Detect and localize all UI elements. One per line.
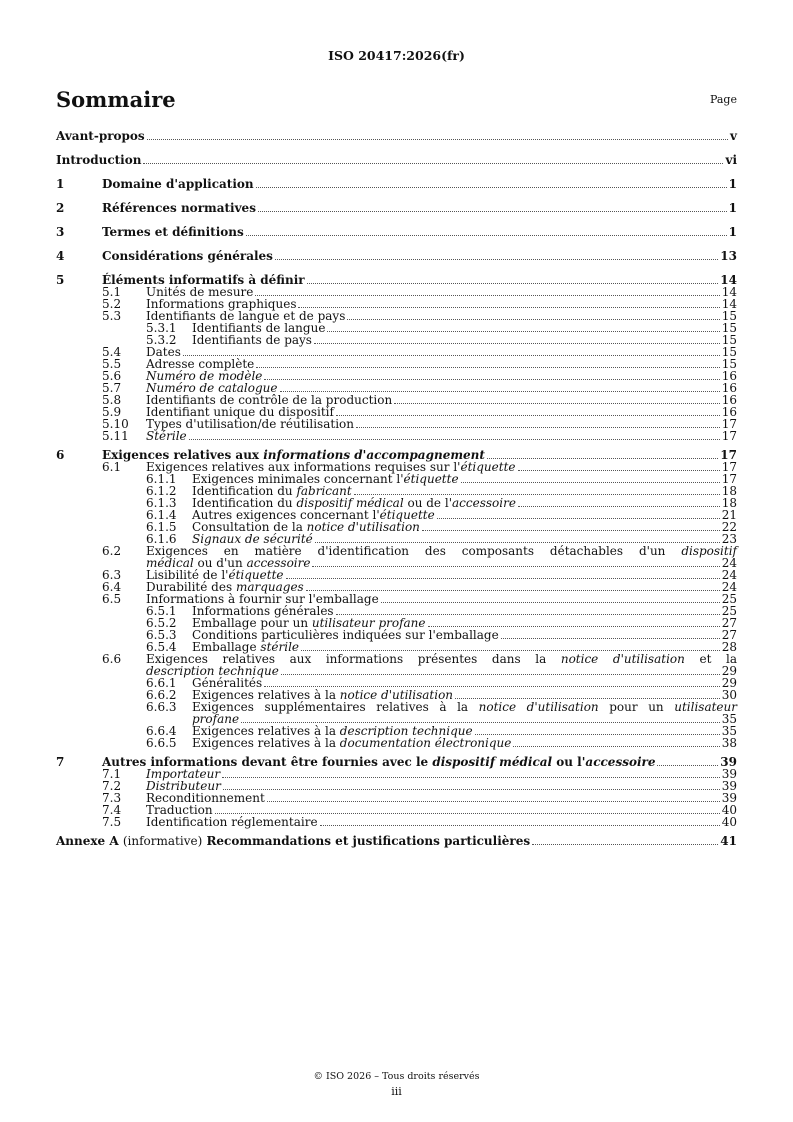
- toc-entry-title: Exigences relatives aux informations d'accompagnement: [102, 448, 485, 462]
- toc-entry-title: Autres informations devant être fournies avec le dispositif médical ou l'accessoire: [102, 755, 656, 769]
- toc-entry-number: 6.3: [102, 568, 122, 582]
- toc-entry-number: 5.1: [102, 285, 122, 299]
- toc-leader-dots: [461, 474, 720, 483]
- toc-entry-page: v: [730, 129, 737, 143]
- toc-entry-title: Généralités: [192, 676, 263, 690]
- page-column-label: Page: [709, 93, 737, 106]
- toc-leader-dots: [189, 431, 720, 440]
- toc-entry-number: 6.4: [102, 580, 122, 594]
- toc-entry-title: Unités de mesure: [146, 285, 254, 299]
- toc-entry-page: 14: [720, 273, 737, 287]
- toc-entry-page: 15: [721, 321, 737, 335]
- toc-entry-page: 39: [721, 779, 737, 793]
- toc-entry-page: 18: [721, 496, 737, 510]
- toc-entry-number: 7.5: [102, 815, 122, 829]
- toc-leader-dots: [422, 522, 720, 531]
- toc-leader-dots: [281, 666, 720, 675]
- toc-entry-title: Stérile: [146, 429, 187, 443]
- toc-leader-dots: [215, 805, 720, 814]
- toc-leader-dots: [327, 323, 719, 332]
- toc-entry-title: profane: [192, 712, 240, 726]
- toc-leader-dots: [183, 347, 720, 356]
- toc-leader-dots: [336, 407, 720, 416]
- toc-leader-dots: [255, 287, 719, 296]
- toc-leader-dots: [394, 395, 720, 404]
- toc-leader-dots: [256, 359, 719, 368]
- toc-entry-page: 1: [728, 201, 737, 215]
- toc-entry[interactable]: [56, 430, 737, 442]
- toc-leader-dots: [312, 558, 719, 567]
- toc-entry-number: 5.3.1: [146, 321, 177, 335]
- toc-entry-number: 7.1: [102, 767, 122, 781]
- toc-entry-page: 22: [721, 520, 737, 534]
- toc-leader-dots: [487, 450, 718, 459]
- toc-entry-title: Traduction: [146, 803, 213, 817]
- toc-entry-title: Reconditionnement: [146, 791, 265, 805]
- toc-entry-title: médical ou d'un accessoire: [146, 556, 311, 570]
- document-header: ISO 20417:2026(fr): [328, 48, 465, 63]
- toc-entry[interactable]: [56, 130, 737, 142]
- toc-entry-page: 17: [721, 460, 737, 474]
- toc-entry-title: Signaux de sécurité: [192, 532, 313, 546]
- toc-entry-page: 24: [721, 580, 737, 594]
- toc-entry-page: 35: [721, 724, 737, 738]
- toc-entry-number: 5: [56, 273, 65, 287]
- toc-leader-dots: [314, 335, 720, 344]
- toc-entry-title: Exigences minimales concernant l'étiquette: [192, 472, 459, 486]
- toc-entry[interactable]: [56, 154, 737, 166]
- toc-leader-dots: [356, 419, 720, 428]
- toc-entry-page: 28: [721, 640, 737, 654]
- toc-entry-page: 23: [721, 532, 737, 546]
- toc-entry-page: 41: [720, 834, 737, 848]
- toc-entry-page: 25: [721, 604, 737, 618]
- toc-entry-number: 6.6.4: [146, 724, 177, 738]
- toc-leader-dots: [298, 299, 719, 308]
- toc-entry[interactable]: [56, 545, 737, 569]
- toc-entry-page: 17: [720, 448, 737, 462]
- toc-entry-title: Informations à fournir sur l'emballage: [146, 592, 379, 606]
- toc-leader-dots: [222, 769, 720, 778]
- toc-leader-dots: [306, 582, 720, 591]
- toc-entry-page: 16: [721, 393, 737, 407]
- toc-entry-page: 15: [721, 309, 737, 323]
- toc-entry-number: 7.2: [102, 779, 122, 793]
- toc-leader-dots: [513, 738, 719, 747]
- toc-leader-dots: [241, 714, 720, 723]
- toc-entry-number: 6.6.2: [146, 688, 177, 702]
- toc-entry-title: Informations générales: [192, 604, 334, 618]
- toc-entry-number: 6.1.5: [146, 520, 177, 534]
- toc-entry-page: 18: [721, 484, 737, 498]
- toc-leader-dots: [258, 203, 727, 212]
- toc-entry-page: 16: [721, 405, 737, 419]
- toc-leader-dots: [455, 690, 720, 699]
- toc-leader-dots: [143, 155, 723, 164]
- toc-entry-number: 7.4: [102, 803, 122, 817]
- toc-leader-dots: [475, 726, 720, 735]
- toc-entry-title: Identifiant unique du dispositif: [146, 405, 334, 419]
- toc-leader-dots: [264, 678, 720, 687]
- toc-entry-page: 39: [720, 755, 737, 769]
- toc-entry-title: Exigences relatives à la description technique: [192, 724, 473, 738]
- toc-leader-dots: [347, 311, 719, 320]
- toc-entry-page: 17: [721, 429, 737, 443]
- toc-leader-dots: [428, 618, 720, 627]
- toc-leader-dots: [437, 510, 720, 519]
- toc-entry-title: Introduction: [56, 153, 142, 167]
- toc-entry-title: Exigences relatives aux informations requises sur l'étiquette: [146, 460, 516, 474]
- toc-entry-title: Emballage stérile: [192, 640, 300, 654]
- toc-entry-title: Annexe A (informative) Recommandations et justifications particulières: [56, 834, 531, 848]
- toc-entry-number: 1: [56, 177, 65, 191]
- toc-entry-page: 27: [721, 616, 737, 630]
- toc-entry-title: Identification du fabricant: [192, 484, 352, 498]
- toc-entry-title: Éléments informatifs à définir: [102, 273, 305, 287]
- toc-leader-dots: [280, 383, 720, 392]
- toc-entry-page: 39: [721, 791, 737, 805]
- toc-entry-number: 5.11: [102, 429, 129, 443]
- toc-entry-number: 6: [56, 448, 65, 462]
- toc-entry-page: 15: [721, 345, 737, 359]
- toc-entry-title: Exigences relatives aux informations présentes dans la notice d'utilisation et la: [146, 652, 737, 666]
- toc-leader-dots: [501, 630, 720, 639]
- toc-entry-number: 7.3: [102, 791, 122, 805]
- toc-entry-title: Dates: [146, 345, 181, 359]
- toc-leader-dots: [301, 642, 720, 651]
- toc-entry-number: 6.6.3: [146, 700, 177, 714]
- toc-entry-title: Termes et définitions: [102, 225, 244, 239]
- toc-leader-dots: [381, 594, 720, 603]
- toc-entry-number: 2: [56, 201, 65, 215]
- toc-entry-number: 7: [56, 755, 65, 769]
- toc-entry-number: 4: [56, 249, 65, 263]
- toc-entry-title: Avant-propos: [56, 129, 145, 143]
- toc-entry-page: 29: [721, 664, 737, 678]
- toc-entry-title: Emballage pour un utilisateur profane: [192, 616, 426, 630]
- toc-entry-number: 6.1: [102, 460, 122, 474]
- toc-entry-title: Numéro de catalogue: [146, 381, 278, 395]
- toc-entry-number: 6.5.3: [146, 628, 177, 642]
- toc-entry-page: 40: [721, 803, 737, 817]
- toc-leader-dots: [147, 131, 728, 140]
- toc-entry-page: 15: [721, 357, 737, 371]
- toc-leader-dots: [532, 836, 718, 845]
- toc-leader-dots: [354, 486, 720, 495]
- toc-entry-page: 30: [721, 688, 737, 702]
- toc-entry-number: 3: [56, 225, 65, 239]
- toc-entry[interactable]: [56, 226, 737, 238]
- toc-entry-page: 35: [721, 712, 737, 726]
- toc-leader-dots: [246, 227, 727, 236]
- toc-entry-title: Importateur: [146, 767, 221, 781]
- toc-entry-page: 1: [728, 177, 737, 191]
- toc-entry-title: Exigences relatives à la notice d'utilisation: [192, 688, 454, 702]
- toc-entry-number: 6.5: [102, 592, 122, 606]
- toc-entry-number: 6.5.2: [146, 616, 177, 630]
- page-number: iii: [391, 1085, 402, 1098]
- toc-entry-number: 6.1.2: [146, 484, 177, 498]
- toc-entry-title: Informations graphiques: [146, 297, 297, 311]
- toc-entry-page: 13: [720, 249, 737, 263]
- toc-entry-number: 6.1.3: [146, 496, 177, 510]
- toc-entry-title: Consultation de la notice d'utilisation: [192, 520, 420, 534]
- toc-entry-number: 6.6.1: [146, 676, 177, 690]
- toc-entry-page: 40: [721, 815, 737, 829]
- toc-entry-number: 5.7: [102, 381, 122, 395]
- toc-entry-number: 6.1.1: [146, 472, 177, 486]
- toc-leader-dots: [518, 462, 720, 471]
- toc-entry-page: 14: [721, 297, 737, 311]
- toc-entry-title: Considérations générales: [102, 249, 273, 263]
- toc-entry-title: Identifiants de langue: [192, 321, 326, 335]
- toc-leader-dots: [275, 251, 718, 260]
- toc-entry-page: 16: [721, 381, 737, 395]
- toc-entry-title: Numéro de modèle: [146, 369, 263, 383]
- toc-leader-dots: [223, 781, 720, 790]
- toc-entry-page: vi: [725, 153, 737, 167]
- copyright-footer: © ISO 2026 – Tous droits réservés: [313, 1071, 480, 1082]
- toc-entry-title: Références normatives: [102, 201, 256, 215]
- toc-entry-number: 6.5.1: [146, 604, 177, 618]
- toc-entry-title: Exigences supplémentaires relatives à la notice d'utilisation pour un utilisateur: [192, 700, 737, 714]
- toc-entry[interactable]: [56, 178, 737, 190]
- toc-entry-page: 17: [721, 472, 737, 486]
- toc-entry-number: 5.8: [102, 393, 122, 407]
- toc-entry-number: 5.5: [102, 357, 122, 371]
- toc-entry-number: 6.2: [102, 544, 122, 558]
- toc-entry-page: 16: [721, 369, 737, 383]
- toc-entry-title: Lisibilité de l'étiquette: [146, 568, 284, 582]
- toc-entry-number: 6.5.4: [146, 640, 177, 654]
- toc-leader-dots: [286, 570, 720, 579]
- toc-entry[interactable]: [56, 701, 737, 725]
- toc-entry-page: 25: [721, 592, 737, 606]
- toc-entry-page: 15: [721, 333, 737, 347]
- toc-entry[interactable]: [56, 250, 737, 262]
- toc-entry-page: 38: [721, 736, 737, 750]
- toc-entry-title: Distributeur: [146, 779, 221, 793]
- toc-entry-number: 5.2: [102, 297, 122, 311]
- toc-entry-page: 24: [721, 568, 737, 582]
- toc-entry-page: 39: [721, 767, 737, 781]
- toc-leader-dots: [307, 275, 719, 284]
- toc-entry-title: Autres exigences concernant l'étiquette: [192, 508, 435, 522]
- toc-entry-page: 1: [728, 225, 737, 239]
- toc-entry-page: 17: [721, 417, 737, 431]
- toc-leader-dots: [320, 817, 720, 826]
- toc-entry-number: 6.1.6: [146, 532, 177, 546]
- toc-entry-page: 21: [721, 508, 737, 522]
- toc-leader-dots: [518, 498, 720, 507]
- toc-entry-title: description technique: [146, 664, 279, 678]
- toc-entry[interactable]: [56, 835, 737, 847]
- page-title: Sommaire: [56, 87, 176, 112]
- toc-entry-title: Identification du dispositif médical ou de l'accessoire: [192, 496, 516, 510]
- toc-entry-number: 5.6: [102, 369, 122, 383]
- toc-entry-title: Identifiants de langue et de pays: [146, 309, 346, 323]
- table-of-contents: [56, 130, 737, 847]
- toc-entry-number: 6.1.4: [146, 508, 177, 522]
- toc-entry-page: 14: [721, 285, 737, 299]
- toc-entry-page: 27: [721, 628, 737, 642]
- toc-entry-title: Identification réglementaire: [146, 815, 318, 829]
- toc-leader-dots: [657, 757, 718, 766]
- toc-leader-dots: [267, 793, 720, 802]
- toc-entry-page: 24: [721, 556, 737, 570]
- toc-entry-title: Types d'utilisation/de réutilisation: [146, 417, 354, 431]
- toc-entry-title: Conditions particulières indiquées sur l'emballage: [192, 628, 499, 642]
- toc-entry[interactable]: [56, 737, 737, 749]
- toc-entry-number: 5.3.2: [146, 333, 177, 347]
- toc-entry-title: Identifiants de contrôle de la production: [146, 393, 393, 407]
- toc-entry-title: Identifiants de pays: [192, 333, 312, 347]
- toc-entry[interactable]: [56, 653, 737, 677]
- toc-entry-title: Exigences relatives à la documentation électronique: [192, 736, 512, 750]
- toc-entry[interactable]: [56, 202, 737, 214]
- toc-entry-number: 5.9: [102, 405, 122, 419]
- toc-leader-dots: [336, 606, 720, 615]
- toc-entry-title: Exigences en matière d'identification des composants détachables d'un dispositif: [146, 544, 737, 558]
- toc-entry-number: 6.6.5: [146, 736, 177, 750]
- toc-leader-dots: [315, 534, 720, 543]
- toc-entry-title: Domaine d'application: [102, 177, 254, 191]
- toc-entry-title: Durabilité des marquages: [146, 580, 304, 594]
- toc-leader-dots: [264, 371, 719, 380]
- toc-entry-number: 5.4: [102, 345, 122, 359]
- toc-entry-number: 5.10: [102, 417, 129, 431]
- toc-leader-dots: [256, 179, 727, 188]
- toc-entry-page: 29: [721, 676, 737, 690]
- toc-entry-number: 5.3: [102, 309, 122, 323]
- toc-entry[interactable]: [56, 816, 737, 828]
- toc-entry-number: 6.6: [102, 652, 122, 666]
- toc-entry-title: Adresse complète: [146, 357, 255, 371]
